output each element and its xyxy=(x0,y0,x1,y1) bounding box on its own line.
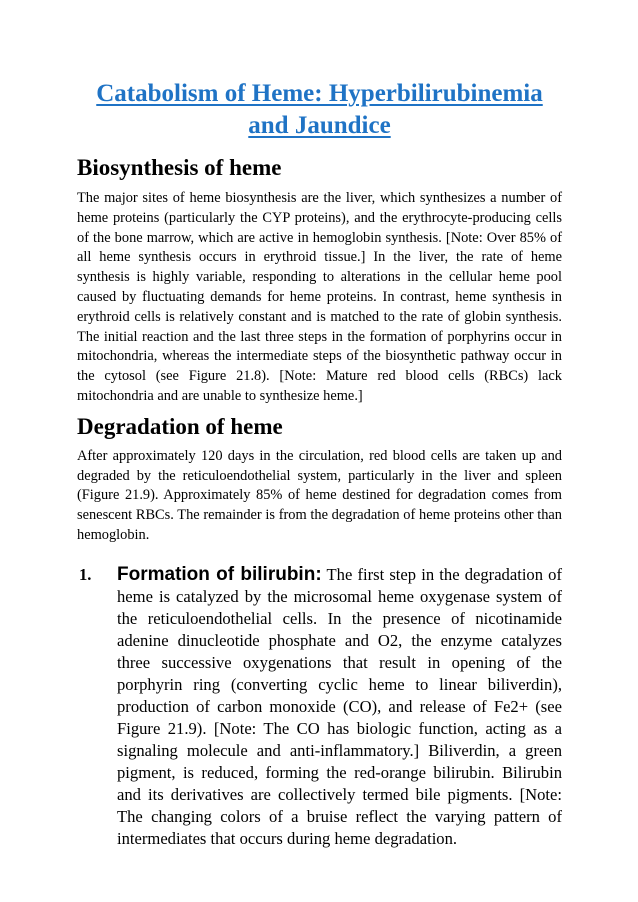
list-item xyxy=(77,564,562,850)
degradation-section xyxy=(77,413,562,850)
list-item-text: The first step in the degradation of heme is catalyzed by the microsomal heme oxygenase system of the reticuloendothelial cells. In the presence of nicotinamide adenine dinucleotide phosphate and O2, the enzyme catalyzes three successive oxygenations that result in opening of the porphyrin ring (converting cyclic heme to linear biliverdin), production of carbon monoxide (CO), and release of Fe2+ (see Figure 21.9). [Note: The CO has biologic function, acting as a signaling molecule and anti-inflammatory.] Biliverdin, a green pigment, is reduced, forming the red-orange bilirubin. Bilirubin and its derivatives are collectively termed bile pigments. [Note: The changing colors of a bruise reflect the varying pattern of intermediates that occurs during heme degradation. xyxy=(117,564,563,848)
title-line-2: and Jaundice xyxy=(248,112,391,139)
list-item-heading: Formation of bilirubin: xyxy=(117,563,322,585)
biosynthesis-heading: Biosynthesis of heme xyxy=(77,155,282,180)
degradation-list xyxy=(77,564,562,850)
degradation-paragraph: After approximately 120 days in the circulation, red blood cells are taken up and degraded by the reticuloendothelial system, particularly in the liver and spleen (Figure 21.9). Approximately 85% of heme destined for degradation comes from senescent RBCs. The remainder is from the degradation of heme proteins other than hemoglobin. xyxy=(77,447,562,543)
biosynthesis-section xyxy=(77,154,562,407)
title-line-1: Catabolism of Heme: Hyperbilirubinemia xyxy=(96,80,543,107)
document-title xyxy=(77,78,562,142)
degradation-heading: Degradation of heme xyxy=(77,413,283,439)
list-item-number: 1. xyxy=(79,564,92,584)
biosynthesis-paragraph: The major sites of heme biosynthesis are the liver, which synthesizes a number of heme proteins (particularly the CYP proteins), and the erythrocyte-producing cells of the bone marrow, which are active in hemoglobin synthesis. [Note: Over 85% of all heme synthesis occurs in erythroid tissue.] In the liver, the rate of heme synthesis is highly variable, responding to alterations in the cellular heme pool caused by fluctuating demands for heme proteins. In contrast, heme synthesis in erythroid cells is relatively constant and is matched to the rate of globin synthesis. The initial reaction and the last three steps in the formation of porphyrins occur in mitochondria, whereas the intermediate steps of the biosynthetic pathway occur in the cytosol (see Figure 21.8). [Note: Mature red blood cells (RBCs) lack mitochondria and are unable to synthesize heme.] xyxy=(77,190,562,404)
